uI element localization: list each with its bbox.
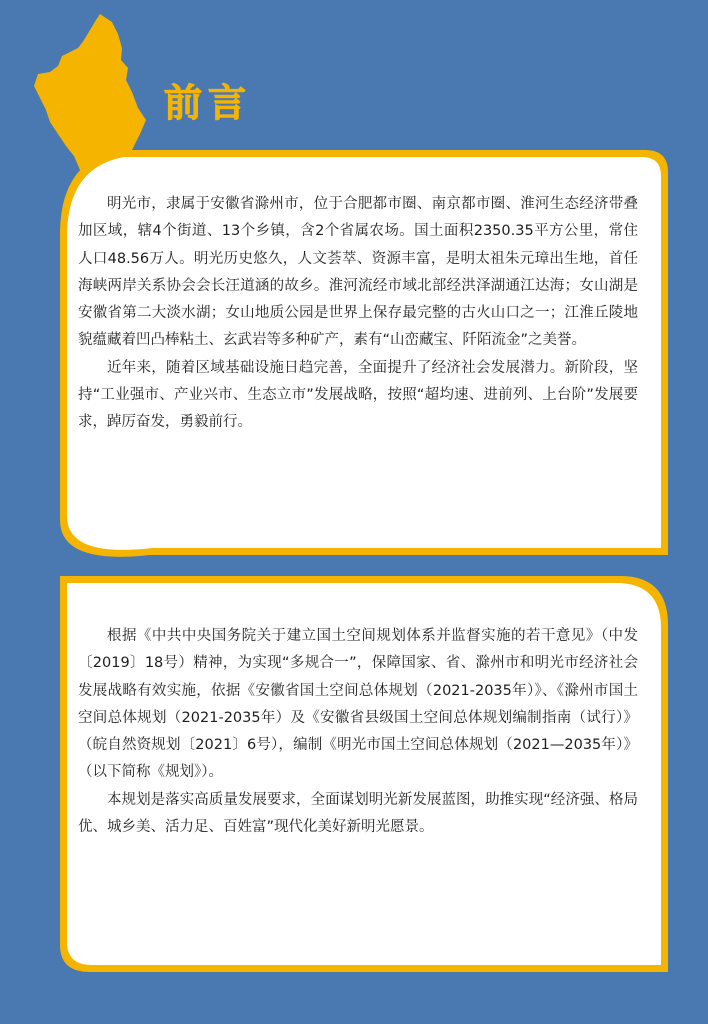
intro-section xyxy=(78,191,638,437)
page-title: 前言 xyxy=(164,81,253,125)
intro-paragraph-1: 明光市，隶属于安徽省滁州市，位于合肥都市圈、南京都市圈、淮河生态经济带叠加区域，辖4个街道、13个乡镇，含2个省属农场。国土面积2350.35平方公里，常住人口48.56万人。明光历史悠久，人文荟萃、资源丰富，是明太祖朱元璋出生地，首任海峡两岸关系协会会长汪道涵的故乡。淮河流经市域北部经洪泽湖通江达海；女山湖是安徽省第二大淡水湖；女山地质公园是世界上保存最完整的古火山口之一；江淮丘陵地貌蕴藏着凹凸棒粘土、玄武岩等多种矿产，素有“山峦藏宝、阡陌流金”之美誉。 xyxy=(78,196,638,349)
basis-section xyxy=(78,623,638,841)
intro-paragraph-2: 近年来，随着区域基础设施日趋完善，全面提升了经济社会发展潜力。新阶段，坚持“工业强市、产业兴市、生态立市”发展战略，按照“超均速、进前列、上台阶”发展要求，踔厉奋发，勇毅前行。 xyxy=(78,359,638,431)
basis-paragraph-2: 本规划是落实高质量发展要求，全面谋划明光新发展蓝图，助推实现“经济强、格局优、城乡美、活力足、百姓富”现代化美好新明光愿景。 xyxy=(78,791,638,836)
basis-paragraph-1: 根据《中共中央国务院关于建立国土空间规划体系并监督实施的若干意见》（中发〔2019〕18号）精神，为实现“多规合一”，保障国家、省、滁州市和明光市经济社会发展战略有效实施，依据《安徽省国土空间总体规划（2021-2035年）》、《滁州市国土空间总体规划（2021-2035年）及《安徽省县级国土空间总体规划编制指南（试行）》（皖自然资规划〔2021〕6号），编制《明光市国土空间总体规划（2021—2035年）》（以下简称《规划》）。 xyxy=(78,628,638,781)
